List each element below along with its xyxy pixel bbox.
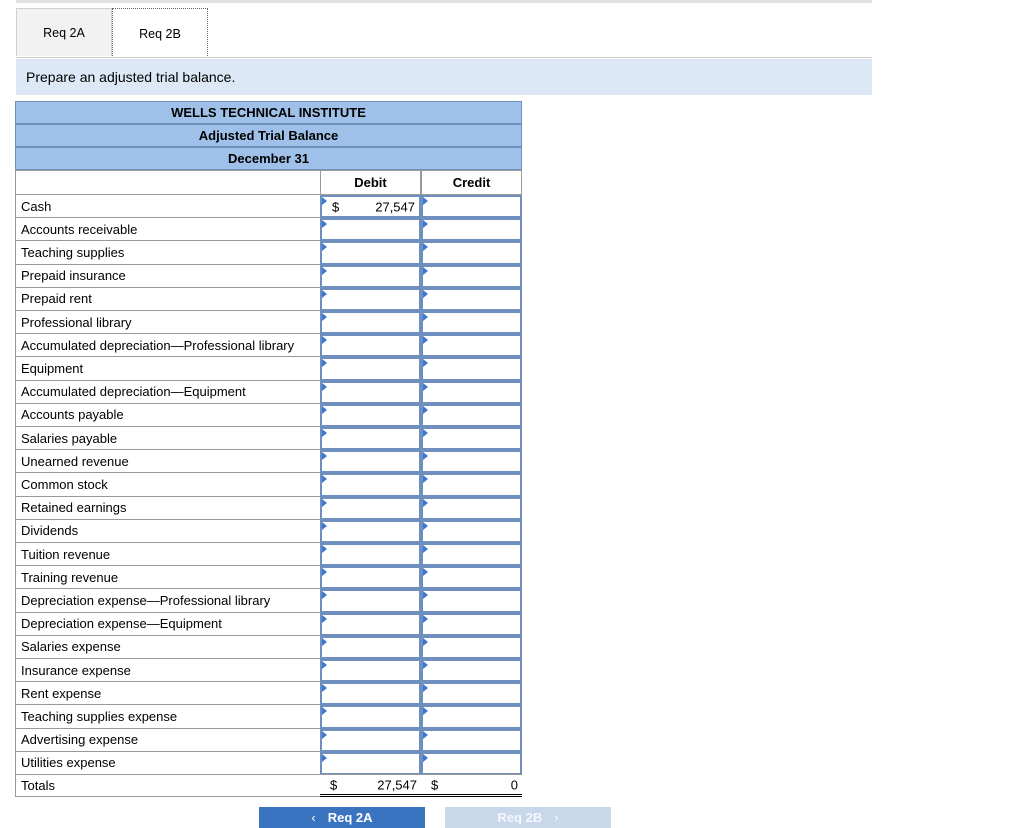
dropdown-marker-icon xyxy=(322,591,327,599)
dropdown-marker-icon xyxy=(423,522,428,530)
account-name: Tuition revenue xyxy=(15,543,320,566)
table-row xyxy=(15,682,522,705)
debit-input[interactable] xyxy=(320,218,421,241)
prev-button-label: Req 2A xyxy=(327,810,373,825)
dropdown-marker-icon xyxy=(322,475,327,483)
table-row xyxy=(15,520,522,543)
dropdown-marker-icon xyxy=(423,545,428,553)
debit-input[interactable] xyxy=(320,729,421,752)
dropdown-marker-icon xyxy=(322,545,327,553)
dropdown-marker-icon xyxy=(322,290,327,298)
debit-input[interactable] xyxy=(320,265,421,288)
table-row xyxy=(15,589,522,612)
table-row xyxy=(15,288,522,311)
tab-req-2a[interactable]: Req 2A xyxy=(16,8,112,56)
account-name: Unearned revenue xyxy=(15,450,320,473)
dropdown-marker-icon xyxy=(322,406,327,414)
credit-input[interactable] xyxy=(421,520,522,543)
credit-input[interactable] xyxy=(421,636,522,659)
credit-total-value: 0 xyxy=(510,777,518,793)
dropdown-marker-icon xyxy=(423,475,428,483)
dropdown-marker-icon xyxy=(322,359,327,367)
dropdown-marker-icon xyxy=(322,313,327,321)
credit-input[interactable] xyxy=(421,195,522,218)
chevron-left-icon: ‹ xyxy=(311,810,316,825)
dropdown-marker-icon xyxy=(423,406,428,414)
dropdown-marker-icon xyxy=(423,568,428,576)
dropdown-marker-icon xyxy=(322,267,327,275)
dropdown-marker-icon xyxy=(322,707,327,715)
debit-input[interactable] xyxy=(320,566,421,589)
table-row xyxy=(15,705,522,728)
dollar-sign: $ xyxy=(332,199,340,215)
dropdown-marker-icon xyxy=(322,731,327,739)
dropdown-marker-icon xyxy=(322,522,327,530)
debit-input[interactable] xyxy=(320,311,421,334)
credit-input[interactable] xyxy=(421,218,522,241)
credit-column-header: Credit xyxy=(421,170,522,195)
account-name: Accumulated depreciation—Professional library xyxy=(15,334,320,357)
debit-total-symbol: $ xyxy=(330,777,338,793)
debit-input[interactable] xyxy=(320,241,421,264)
credit-input[interactable] xyxy=(421,566,522,589)
column-header-row xyxy=(15,170,522,195)
table-row xyxy=(15,450,522,473)
debit-column-header: Debit xyxy=(320,170,421,195)
table-row xyxy=(15,241,522,264)
credit-input[interactable] xyxy=(421,450,522,473)
credit-input[interactable] xyxy=(421,613,522,636)
dropdown-marker-icon xyxy=(423,661,428,669)
table-row xyxy=(15,427,522,450)
credit-input[interactable] xyxy=(421,311,522,334)
account-name: Cash xyxy=(15,195,320,218)
debit-total xyxy=(320,774,421,797)
dropdown-marker-icon xyxy=(322,499,327,507)
dropdown-marker-icon xyxy=(322,336,327,344)
dropdown-marker-icon xyxy=(423,197,428,205)
dropdown-marker-icon xyxy=(322,452,327,460)
account-name: Prepaid rent xyxy=(15,288,320,311)
table-row xyxy=(15,473,522,496)
debit-input[interactable] xyxy=(320,659,421,682)
account-name: Utilities expense xyxy=(15,752,320,775)
debit-input[interactable] xyxy=(320,404,421,427)
dropdown-marker-icon xyxy=(423,383,428,391)
debit-input[interactable] xyxy=(320,752,421,775)
credit-input[interactable] xyxy=(421,381,522,404)
debit-total-value: 27,547 xyxy=(377,777,417,793)
credit-input[interactable] xyxy=(421,705,522,728)
credit-input[interactable] xyxy=(421,427,522,450)
table-row xyxy=(15,311,522,334)
table-row xyxy=(15,195,522,218)
credit-input[interactable] xyxy=(421,357,522,380)
dropdown-marker-icon xyxy=(423,684,428,692)
table-row xyxy=(15,752,522,775)
account-name: Prepaid insurance xyxy=(15,265,320,288)
dropdown-marker-icon xyxy=(423,615,428,623)
table-row xyxy=(15,265,522,288)
account-name: Professional library xyxy=(15,311,320,334)
dropdown-marker-icon xyxy=(423,638,428,646)
debit-input[interactable] xyxy=(320,473,421,496)
table-row xyxy=(15,543,522,566)
debit-value: 27,547 xyxy=(375,199,415,215)
next-button-label: Req 2B xyxy=(497,810,543,825)
dropdown-marker-icon xyxy=(423,359,428,367)
statement-date: December 31 xyxy=(15,147,522,170)
instruction-banner xyxy=(16,59,872,95)
account-name: Accounts payable xyxy=(15,404,320,427)
dropdown-marker-icon xyxy=(423,220,428,228)
prev-req-2a-button[interactable] xyxy=(259,807,425,828)
credit-input[interactable] xyxy=(421,589,522,612)
account-name: Common stock xyxy=(15,473,320,496)
dropdown-marker-icon xyxy=(423,290,428,298)
dropdown-marker-icon xyxy=(322,638,327,646)
dropdown-marker-icon xyxy=(423,336,428,344)
debit-input[interactable] xyxy=(320,705,421,728)
account-name: Insurance expense xyxy=(15,659,320,682)
dropdown-marker-icon xyxy=(322,383,327,391)
table-row xyxy=(15,636,522,659)
dropdown-marker-icon xyxy=(423,429,428,437)
debit-input[interactable] xyxy=(320,682,421,705)
account-name: Depreciation expense—Professional library xyxy=(15,589,320,612)
dropdown-marker-icon xyxy=(322,615,327,623)
debit-input[interactable] xyxy=(320,636,421,659)
debit-input[interactable] xyxy=(320,520,421,543)
tab-divider xyxy=(16,57,872,58)
dropdown-marker-icon xyxy=(423,591,428,599)
table-row xyxy=(15,497,522,520)
credit-total-symbol: $ xyxy=(431,777,439,793)
dropdown-marker-icon xyxy=(322,197,327,205)
table-row xyxy=(15,334,522,357)
dropdown-marker-icon xyxy=(423,707,428,715)
account-name: Depreciation expense—Equipment xyxy=(15,613,320,636)
table-row xyxy=(15,659,522,682)
dropdown-marker-icon xyxy=(322,220,327,228)
tab-req-2b[interactable]: Req 2B xyxy=(112,8,208,58)
dropdown-marker-icon xyxy=(423,731,428,739)
debit-input[interactable] xyxy=(320,357,421,380)
credit-total xyxy=(421,774,522,797)
totals-row xyxy=(15,774,522,797)
account-name: Retained earnings xyxy=(15,497,320,520)
chevron-right-icon: › xyxy=(554,810,559,825)
account-name: Dividends xyxy=(15,520,320,543)
dropdown-marker-icon xyxy=(322,684,327,692)
credit-input[interactable] xyxy=(421,334,522,357)
debit-input[interactable] xyxy=(320,381,421,404)
tab-bar xyxy=(16,8,872,58)
account-name: Salaries payable xyxy=(15,427,320,450)
debit-input[interactable] xyxy=(320,427,421,450)
credit-input[interactable] xyxy=(421,404,522,427)
account-name: Salaries expense xyxy=(15,636,320,659)
instruction-text: Prepare an adjusted trial balance. xyxy=(26,69,236,85)
account-column-header xyxy=(15,170,320,195)
dropdown-marker-icon xyxy=(423,499,428,507)
next-req-2b-button[interactable] xyxy=(445,807,611,828)
credit-input[interactable] xyxy=(421,752,522,775)
debit-input[interactable] xyxy=(320,195,421,218)
dropdown-marker-icon xyxy=(423,313,428,321)
table-row xyxy=(15,357,522,380)
debit-input[interactable] xyxy=(320,613,421,636)
credit-input[interactable] xyxy=(421,543,522,566)
trial-balance-table xyxy=(15,101,522,795)
table-row xyxy=(15,404,522,427)
debit-input[interactable] xyxy=(320,288,421,311)
account-name: Teaching supplies expense xyxy=(15,705,320,728)
statement-title: Adjusted Trial Balance xyxy=(15,124,522,147)
account-name: Equipment xyxy=(15,357,320,380)
dropdown-marker-icon xyxy=(322,243,327,251)
totals-label: Totals xyxy=(15,774,320,797)
debit-input[interactable] xyxy=(320,497,421,520)
credit-input[interactable] xyxy=(421,473,522,496)
account-name: Accounts receivable xyxy=(15,218,320,241)
credit-input[interactable] xyxy=(421,497,522,520)
table-row xyxy=(15,729,522,752)
dropdown-marker-icon xyxy=(322,568,327,576)
credit-input[interactable] xyxy=(421,241,522,264)
account-name: Accumulated depreciation—Equipment xyxy=(15,381,320,404)
debit-input[interactable] xyxy=(320,334,421,357)
credit-input[interactable] xyxy=(421,265,522,288)
dropdown-marker-icon xyxy=(423,267,428,275)
credit-input[interactable] xyxy=(421,682,522,705)
account-name: Rent expense xyxy=(15,682,320,705)
account-name: Training revenue xyxy=(15,566,320,589)
credit-input[interactable] xyxy=(421,729,522,752)
dropdown-marker-icon xyxy=(423,243,428,251)
dropdown-marker-icon xyxy=(322,754,327,762)
debit-input[interactable] xyxy=(320,543,421,566)
company-name: WELLS TECHNICAL INSTITUTE xyxy=(15,101,522,124)
credit-input[interactable] xyxy=(421,288,522,311)
table-row xyxy=(15,613,522,636)
account-name: Advertising expense xyxy=(15,729,320,752)
top-border xyxy=(16,0,872,3)
dropdown-marker-icon xyxy=(322,429,327,437)
table-row xyxy=(15,566,522,589)
debit-input[interactable] xyxy=(320,589,421,612)
table-row xyxy=(15,218,522,241)
account-name: Teaching supplies xyxy=(15,241,320,264)
dropdown-marker-icon xyxy=(423,452,428,460)
debit-input[interactable] xyxy=(320,450,421,473)
dropdown-marker-icon xyxy=(322,661,327,669)
credit-input[interactable] xyxy=(421,659,522,682)
dropdown-marker-icon xyxy=(423,754,428,762)
table-row xyxy=(15,381,522,404)
